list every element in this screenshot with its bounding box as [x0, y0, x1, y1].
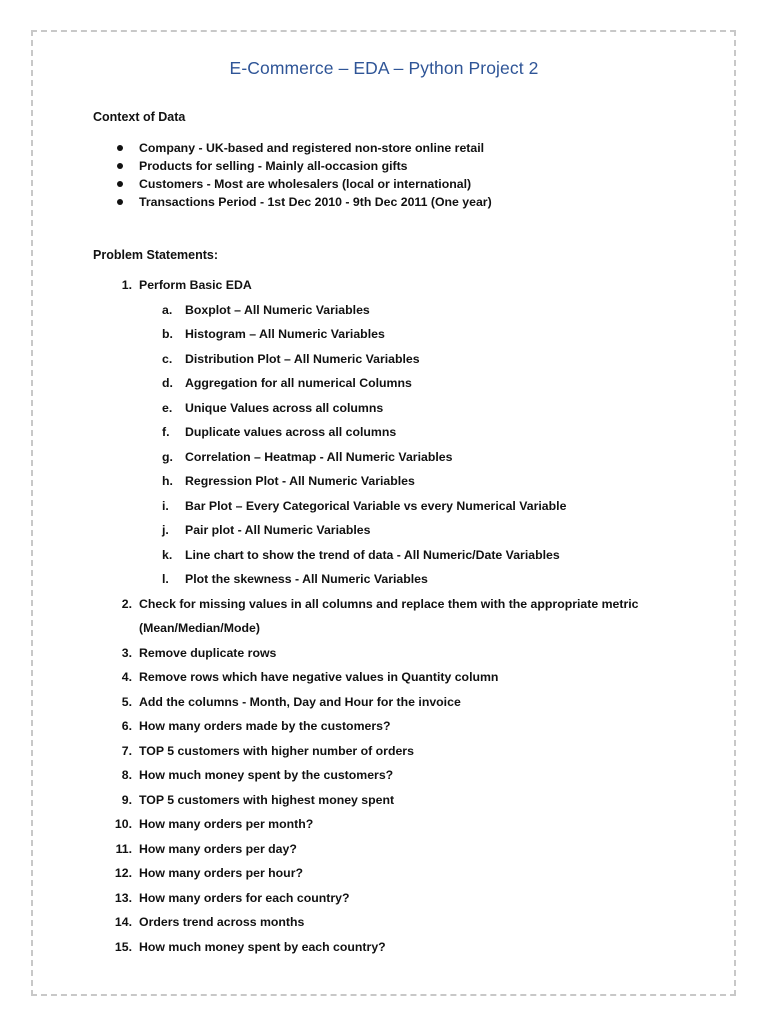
problem-text: How much money spent by the customers? — [139, 768, 394, 782]
sub-letter: j. — [162, 523, 169, 537]
problem-number: 8. — [121, 768, 132, 782]
problem-item — [93, 861, 639, 886]
sub-item — [93, 567, 639, 592]
sub-item — [93, 298, 639, 323]
problem-text: Remove rows which have negative values in Quantity column — [139, 670, 499, 684]
problem-text: How many orders for each country? — [139, 890, 350, 905]
problem-list — [93, 273, 639, 959]
problem-item — [93, 886, 639, 911]
eda-sub-list — [93, 298, 639, 592]
sub-text: Correlation – Heatmap - All Numeric Variables — [185, 449, 453, 464]
sub-letter: b. — [162, 327, 173, 341]
problem-item — [93, 665, 639, 690]
problem-item — [93, 910, 639, 935]
sub-letter: k. — [162, 547, 173, 562]
problem-number: 12. — [114, 866, 132, 880]
context-bullet-item — [93, 139, 492, 157]
bullet-icon — [117, 199, 123, 205]
problem-item — [93, 714, 639, 739]
problem-number: 3. — [121, 645, 132, 660]
problem-text: Remove duplicate rows — [139, 645, 277, 660]
sub-item — [93, 494, 639, 519]
sub-text: Distribution Plot – All Numeric Variables — [185, 351, 420, 366]
problem-number: 7. — [121, 743, 132, 758]
sub-text: Boxplot – All Numeric Variables — [185, 302, 370, 317]
problem-number: 6. — [121, 719, 132, 733]
sub-text: Pair plot - All Numeric Variables — [185, 523, 371, 537]
problem-text: How much money spent by each country? — [139, 939, 386, 954]
problem-item — [93, 812, 639, 837]
sub-item — [93, 518, 639, 543]
sub-letter: f. — [162, 425, 170, 439]
problem-item — [93, 739, 639, 764]
problem-item — [93, 788, 639, 813]
sub-text: Bar Plot – Every Categorical Variable vs every Numerical Variable — [185, 498, 567, 513]
context-heading: Context of Data — [93, 110, 186, 124]
problem-text: How many orders per day? — [139, 841, 297, 856]
bullet-text: Transactions Period - 1st Dec 2010 - 9th Dec 2011 (One year) — [139, 195, 492, 209]
problem-text-continued: (Mean/Median/Mode) — [139, 621, 260, 635]
sub-letter: c. — [162, 351, 173, 366]
problem-text: TOP 5 customers with higher number of orders — [139, 743, 414, 758]
problem-number: 11. — [115, 841, 132, 856]
problem-text: Add the columns - Month, Day and Hour for the invoice — [139, 694, 461, 709]
sub-item — [93, 396, 639, 421]
problem-number: 1. — [121, 278, 132, 292]
problem-item — [93, 641, 639, 666]
sub-item — [93, 543, 639, 568]
document-title: E-Commerce – EDA – Python Project 2 — [229, 58, 539, 78]
sub-letter: i. — [162, 498, 169, 513]
problem-text: How many orders per month? — [139, 817, 314, 831]
problem-item — [93, 837, 639, 862]
problem-number: 9. — [121, 792, 132, 807]
context-bullet-list — [93, 139, 492, 211]
context-bullet-item — [93, 193, 492, 211]
sub-text: Duplicate values across all columns — [185, 425, 397, 439]
context-bullet-item — [93, 157, 492, 175]
sub-letter: g. — [162, 449, 173, 464]
problem-item — [93, 273, 639, 592]
sub-item — [93, 347, 639, 372]
problem-number: 13. — [114, 890, 132, 905]
problem-number: 15. — [114, 939, 132, 954]
bullet-icon — [117, 145, 123, 151]
problem-text: Perform Basic EDA — [139, 278, 252, 292]
sub-item — [93, 371, 639, 396]
bullet-text: Products for selling - Mainly all-occasion gifts — [139, 159, 408, 173]
problem-item — [93, 592, 639, 641]
sub-item — [93, 420, 639, 445]
sub-item — [93, 469, 639, 494]
sub-letter: e. — [162, 400, 173, 415]
sub-text: Regression Plot - All Numeric Variables — [185, 474, 415, 488]
sub-text: Line chart to show the trend of data - All Numeric/Date Variables — [185, 547, 560, 562]
sub-letter: a. — [162, 302, 173, 317]
sub-item — [93, 445, 639, 470]
problem-text: Orders trend across months — [139, 915, 305, 929]
sub-text: Aggregation for all numerical Columns — [185, 376, 412, 390]
problem-text: How many orders per hour? — [139, 866, 303, 880]
problem-item — [93, 763, 639, 788]
bullet-text: Customers - Most are wholesalers (local or international) — [139, 177, 472, 191]
context-bullet-item — [93, 175, 492, 193]
problem-text: Check for missing values in all columns and replace them with the appropriate metric — [139, 596, 639, 611]
sub-text: Unique Values across all columns — [185, 400, 384, 415]
bullet-icon — [117, 163, 123, 169]
sub-letter: l. — [162, 572, 169, 586]
problem-text: How many orders made by the customers? — [139, 719, 391, 733]
problems-heading: Problem Statements: — [93, 248, 219, 262]
problem-number: 10. — [114, 817, 132, 831]
problem-number: 2. — [121, 596, 132, 611]
problem-number: 4. — [121, 670, 132, 684]
sub-letter: h. — [162, 474, 173, 488]
sub-text: Plot the skewness - All Numeric Variables — [185, 572, 428, 586]
bullet-text: Company - UK-based and registered non-store online retail — [139, 141, 485, 155]
sub-text: Histogram – All Numeric Variables — [185, 327, 385, 341]
problem-item — [93, 935, 639, 960]
sub-letter: d. — [162, 376, 173, 390]
problem-number: 5. — [121, 694, 132, 709]
bullet-icon — [117, 181, 123, 187]
sub-item — [93, 322, 639, 347]
problem-item — [93, 690, 639, 715]
problem-text: TOP 5 customers with highest money spent — [139, 792, 395, 807]
problem-number: 14. — [114, 915, 132, 929]
